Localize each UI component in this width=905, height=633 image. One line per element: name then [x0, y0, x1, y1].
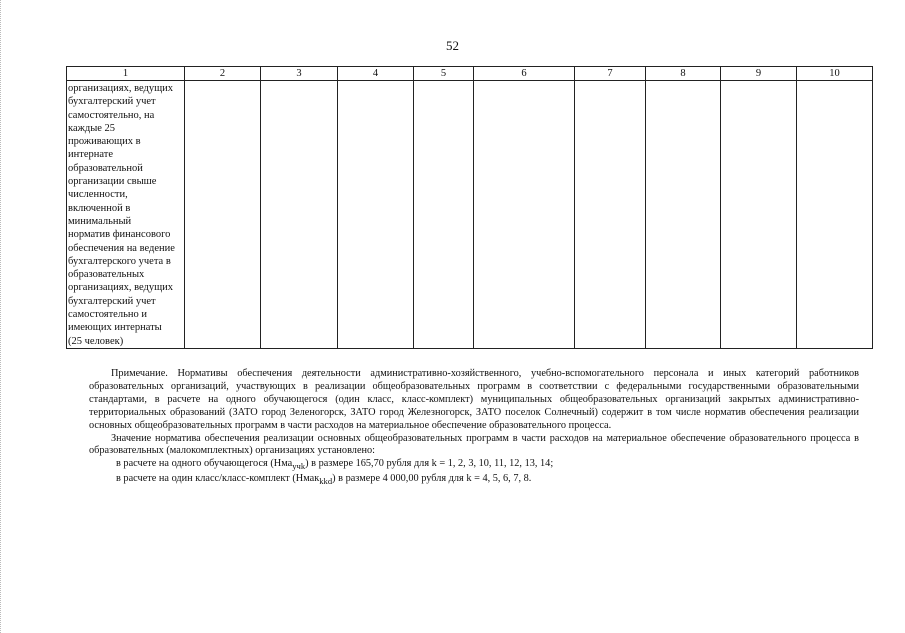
norm-line-text: ) в размере 4 000,00 рубля для k = 4, 5, 6, 7, 8. [332, 473, 532, 485]
column-header: 6 [474, 67, 575, 81]
column-header: 9 [721, 67, 797, 81]
row-label-line: образовательной [68, 162, 143, 174]
row-label-line: бухгалтерский учет [68, 96, 156, 108]
row-label-line: включенной в [68, 202, 131, 214]
row-label-line: организации свыше [68, 176, 157, 188]
empty-cell [721, 81, 797, 349]
note-paragraph: Примечание. Нормативы обеспечения деятельности административно-хозяйственного, учебно-вспомогательного персонала и иных категорий работников образовательных организаций, участвующих в реализации общеобразовательных программ в соответствии с федеральными государственными образовательными стандартами, в расчете на одного обучающегося (один класс, класс-комплект) муниципальных общеобразовательных организаций закрытых административно-территориальных образований (ЗАТО город Зеленогорск, ЗАТО город Железногорск, ЗАТО поселок Солнечный) содержит в том числе норматив обеспечения реализации основных общеобразовательных программ в части расходов на материальное обеспечение образовательного процесса. [89, 368, 859, 431]
empty-cell [414, 81, 474, 349]
empty-cell [338, 81, 414, 349]
norm-line-text: в расчете на одного обучающегося (Нма [116, 458, 293, 470]
empty-cell [185, 81, 261, 349]
row-label-line: организациях, ведущих [68, 83, 174, 94]
row-label-line: (25 человек) [68, 335, 124, 347]
column-header: 2 [185, 67, 261, 81]
page-number: 52 [446, 38, 459, 53]
norm-subscript: учk [292, 461, 306, 472]
column-header: 1 [67, 67, 185, 81]
data-table [66, 66, 873, 349]
row-label-line: бухгалтерского учета в [68, 255, 171, 267]
row-label-line: обеспечения на ведение [68, 242, 175, 254]
column-header: 5 [414, 67, 474, 81]
column-header: 8 [646, 67, 721, 81]
row-label-line: самостоятельно и [68, 309, 147, 321]
row-label-line: имеющих интернаты [68, 322, 162, 334]
norm-line-per-class [89, 473, 859, 488]
row-label-cell [67, 81, 185, 349]
empty-cell [474, 81, 575, 349]
norm-line-per-student [89, 458, 859, 473]
empty-cell [261, 81, 338, 349]
empty-cell [797, 81, 873, 349]
row-label-line: норматив финансового [68, 229, 171, 241]
note-paragraph: Значение норматива обеспечения реализации основных общеобразовательных программ в части расходов на материальное обеспечение образовательного процесса в образовательных (малокомплектных) организациях установлено: [89, 432, 859, 457]
empty-cell [646, 81, 721, 349]
column-header: 10 [797, 67, 873, 81]
empty-cell [575, 81, 646, 349]
column-header: 4 [338, 67, 414, 81]
column-header: 7 [575, 67, 646, 81]
scan-edge-marks [0, 0, 3, 633]
norm-line-text: в расчете на один класс/класс-комплект (Нмак [116, 473, 320, 485]
norm-subscript: kkd [319, 476, 333, 487]
row-label-line: численности, [68, 189, 128, 201]
row-label-line: самостоятельно, на [68, 109, 155, 121]
row-label-line: организациях, ведущих [68, 282, 174, 294]
note-block [89, 368, 859, 488]
column-header: 3 [261, 67, 338, 81]
table-header-row [67, 67, 873, 81]
norm-line-text: ) в размере 165,70 рубля для k = 1, 2, 3, 10, 11, 12, 13, 14; [305, 458, 554, 470]
row-label-line: интернате [68, 149, 113, 161]
table-row [67, 81, 873, 349]
row-label-line: каждые 25 [68, 122, 116, 134]
row-label-line: минимальный [68, 215, 132, 227]
row-label-line: образовательных [68, 269, 145, 281]
row-label-line: бухгалтерский учет [68, 295, 156, 307]
row-label-line: проживающих в [68, 136, 141, 148]
